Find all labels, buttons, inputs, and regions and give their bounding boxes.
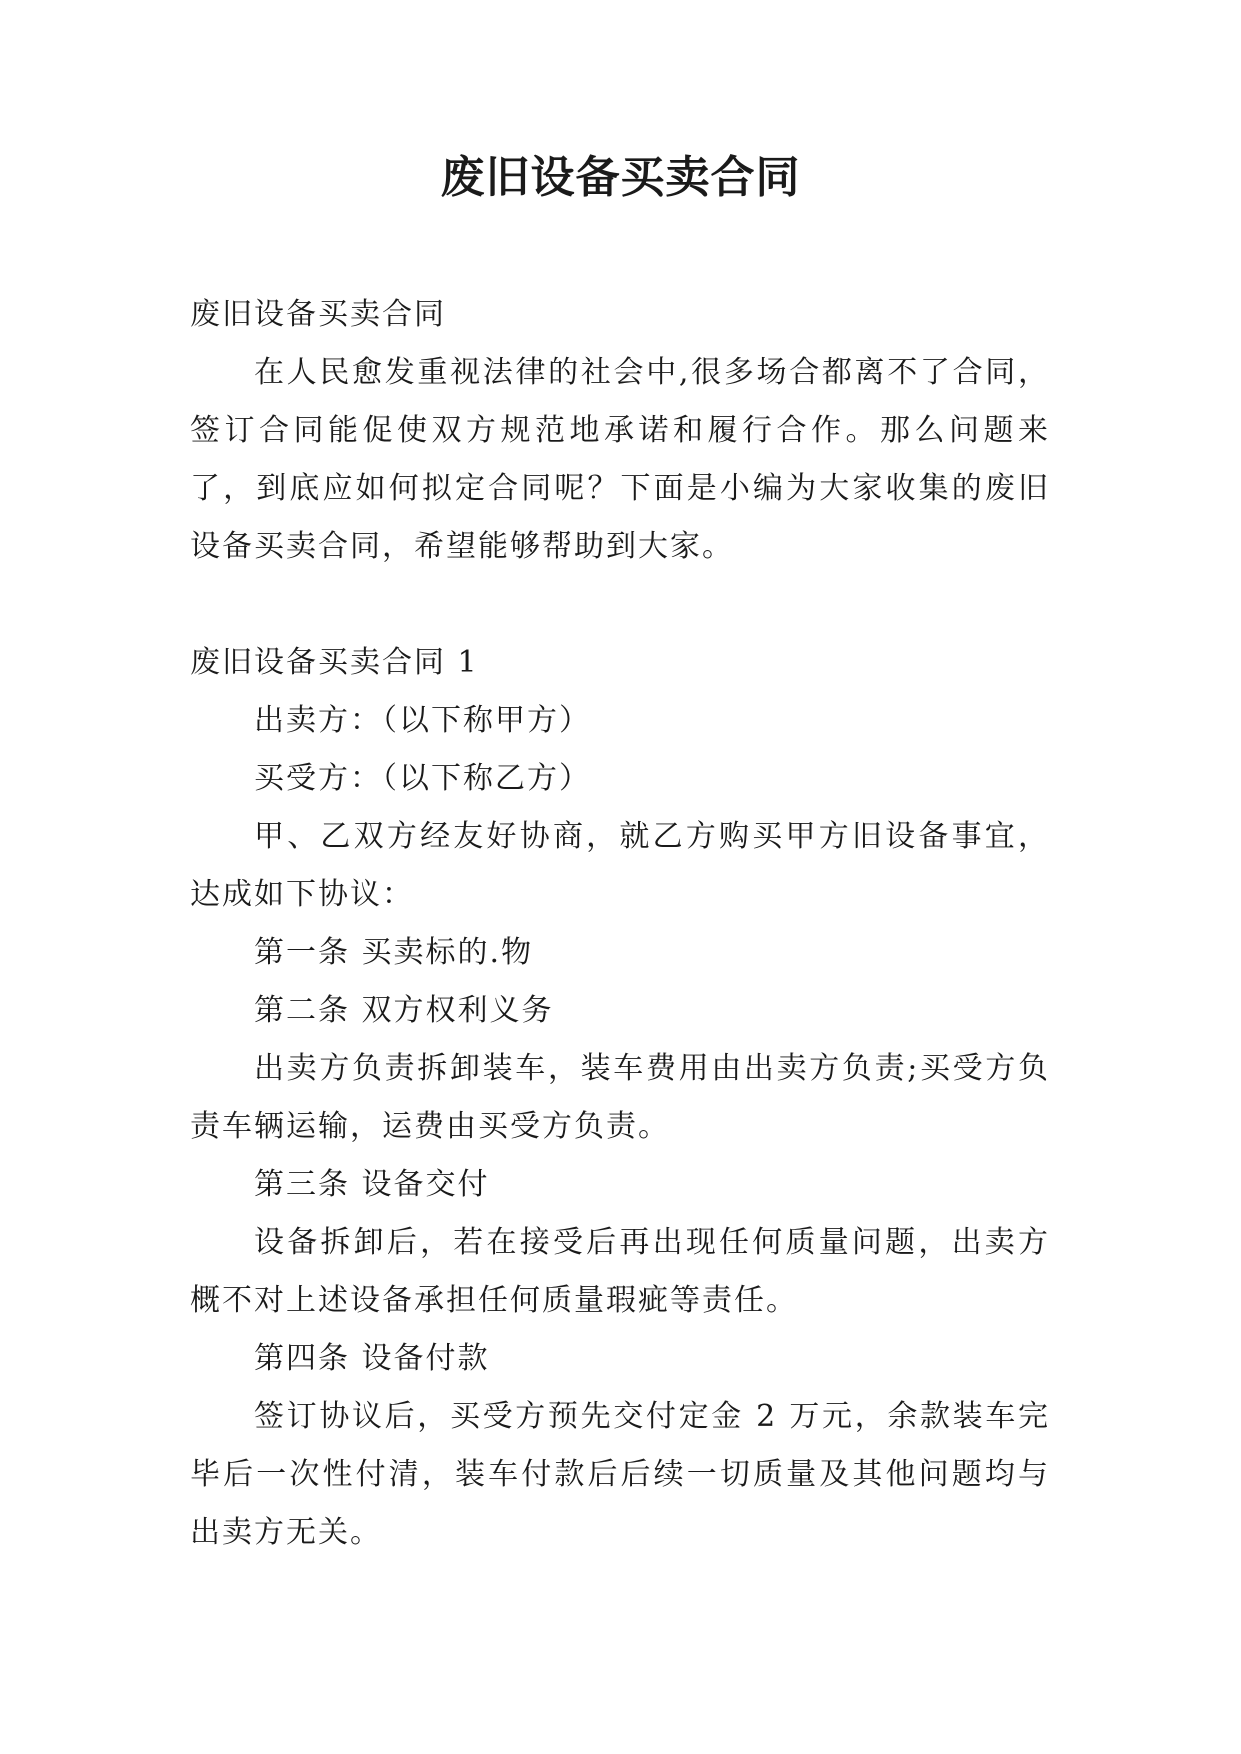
- article-3-text: 设备拆卸后，若在接受后再出现任何质量问题，出卖方概不对上述设备承担任何质量瑕疵等责任。: [190, 1225, 1050, 1318]
- article-1-title: 第一条 买卖标的.物: [254, 935, 534, 970]
- document-body: [190, 286, 1050, 1562]
- article-2-text: 出卖方负责拆卸装车，装车费用由出卖方负责;买受方负责车辆运输，运费由买受方负责。: [190, 1051, 1050, 1144]
- contract-heading: 废旧设备买卖合同 1: [190, 645, 479, 680]
- buyer-line: 买受方：（以下称乙方）: [254, 761, 591, 796]
- article-4-title: 第四条 设备付款: [254, 1341, 490, 1376]
- article-4-text: 签订协议后，买受方预先交付定金 2 万元，余款装车完毕后一次性付清，装车付款后后续一切质量及其他问题均与出卖方无关。: [190, 1399, 1050, 1550]
- article-2-title: 第二条 双方权利义务: [254, 993, 554, 1028]
- intro-heading: 废旧设备买卖合同: [190, 297, 446, 332]
- seller-line: 出卖方：（以下称甲方）: [254, 703, 591, 738]
- intro-paragraph: 在人民愈发重视法律的社会中,很多场合都离不了合同，签订合同能促使双方规范地承诺和履行合作。那么问题来了，到底应如何拟定合同呢？下面是小编为大家收集的废旧设备买卖合同，希望能够帮助到大家。: [190, 355, 1050, 564]
- document-title: 废旧设备买卖合同: [440, 152, 801, 203]
- section-spacer: [190, 576, 1050, 634]
- article-3-title: 第三条 设备交付: [254, 1167, 490, 1202]
- preamble-paragraph: 甲、乙双方经友好协商，就乙方购买甲方旧设备事宜，达成如下协议：: [190, 819, 1050, 912]
